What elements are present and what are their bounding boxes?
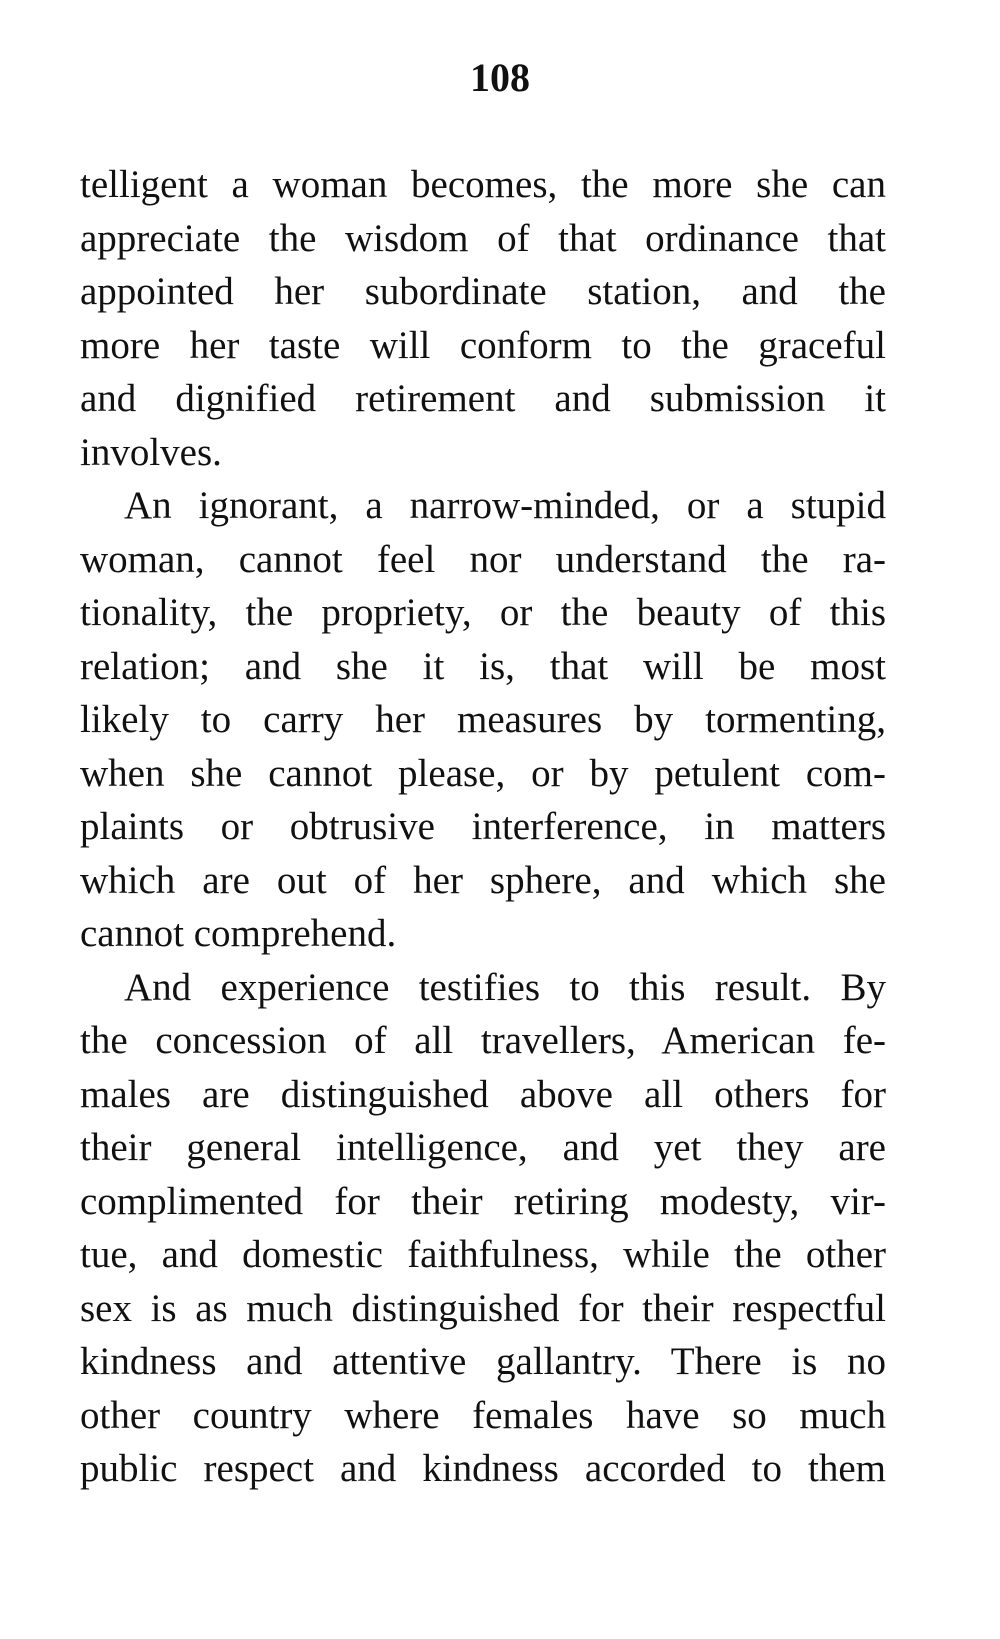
text-line: kindness and attentive gallantry. There is no bbox=[80, 1340, 886, 1383]
text-line: the concession of all travellers, American fe- bbox=[80, 1019, 886, 1062]
text-line: relation; and she it is, that will be most bbox=[80, 644, 886, 688]
text-line: likely to carry her measures by tormenting, bbox=[80, 698, 886, 741]
text-line: And experience testifies to this result. By bbox=[124, 965, 886, 1009]
text-line: An ignorant, a narrow-minded, or a stupid bbox=[124, 484, 886, 527]
body-text bbox=[80, 158, 886, 1496]
text-line: plaints or obtrusive interference, in matters bbox=[80, 805, 886, 848]
text-line: their general intelligence, and yet they are bbox=[80, 1126, 886, 1169]
text-line: cannot comprehend. bbox=[80, 912, 397, 955]
text-line: telligent a woman becomes, the more she can bbox=[80, 163, 886, 206]
text-line: and dignified retirement and submission it bbox=[80, 377, 886, 420]
text-line: involves. bbox=[80, 430, 222, 474]
text-line: complimented for their retiring modesty, vir- bbox=[80, 1179, 886, 1223]
text-line: appreciate the wisdom of that ordinance that bbox=[80, 216, 886, 260]
text-line: when she cannot please, or by petulent com- bbox=[80, 751, 886, 795]
text-line: woman, cannot feel nor understand the ra- bbox=[80, 537, 886, 581]
paragraph bbox=[80, 479, 886, 961]
paragraph bbox=[80, 961, 886, 1496]
text-line: which are out of her sphere, and which she bbox=[80, 858, 886, 902]
page-number: 108 bbox=[470, 55, 530, 100]
text-line: sex is as much distinguished for their respectful bbox=[80, 1286, 886, 1330]
text-line: males are distinguished above all others for bbox=[80, 1072, 886, 1116]
paragraph bbox=[80, 158, 886, 479]
text-line: public respect and kindness accorded to them bbox=[80, 1447, 886, 1490]
text-line: other country where females have so much bbox=[80, 1393, 886, 1437]
text-line: more her taste will conform to the graceful bbox=[80, 323, 886, 367]
text-line: appointed her subordinate station, and the bbox=[80, 270, 886, 313]
text-line: tionality, the propriety, or the beauty of this bbox=[80, 591, 886, 634]
text-line: tue, and domestic faithfulness, while the other bbox=[80, 1233, 886, 1276]
